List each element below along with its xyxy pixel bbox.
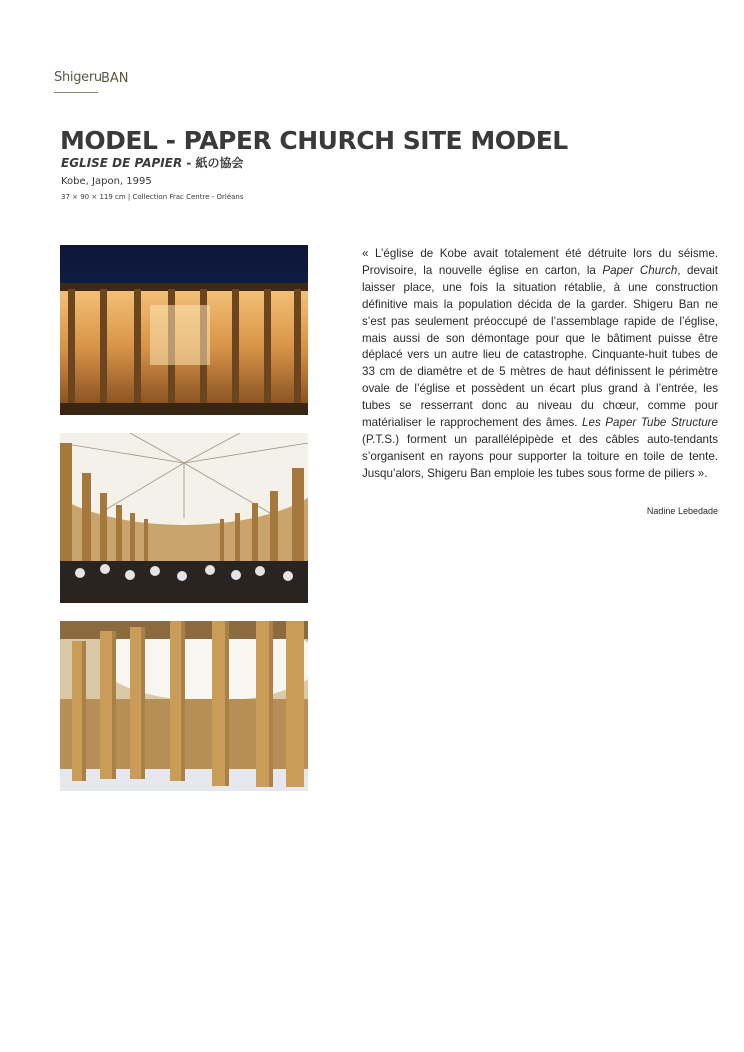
page-title: MODEL - PAPER CHURCH SITE MODEL — [60, 126, 568, 155]
photo-church-interior-congregation — [60, 433, 308, 603]
dimensions-collection: 37 × 90 × 119 cm | Collection Frac Centre - Orléans — [61, 193, 244, 201]
quote-text — [362, 246, 718, 483]
logo-text-ban: BAN — [101, 71, 129, 86]
shigeru-ban-logo — [54, 70, 144, 100]
quote-italic-pts: Les Paper Tube Structure — [582, 416, 718, 430]
quote-part-3: (P.T.S.) forment un parallélépipède et des câbles auto-tendants s’organisent en rayons pour supporter la toiture en toile de tente. Jusqu’alors, Shigeru Ban emploie les tubes sous forme de piliers ». — [362, 432, 718, 480]
quote-italic-paper-church: Paper Church — [602, 263, 678, 277]
photo-church-exterior-night — [60, 245, 308, 415]
logo-underline — [54, 92, 98, 93]
logo-text-shigeru: Shigeru — [54, 70, 102, 85]
quote-part-1: « L’église de Kobe avait totalement été détruite lors du séisme. Provisoire, la nouvelle église en carton, la — [362, 247, 718, 277]
location-year: Kobe, Japon, 1995 — [61, 176, 152, 187]
photo-paper-tube-colonnade — [60, 621, 308, 791]
quote-part-2: , devait laisser place, une fois la situation rétablie, à une construction définitive mais la population décida de la garder. Shigeru Ban ne s’est pas seulement préoccupé de l’assemblage rapide de l’église, mais aussi de son démontage pour que le bâtiment puisse être déplacé vers un autre lieu de catastrophe. Cinquante-huit tubes de 33 cm de diamètre et de 5 mètres de haut définissent le périmètre ovale de l’église et possèdent un écart plus grand à l’entrée, les tubes se resserrant donc au niveau du chœur, comme pour matérialiser le rapprochement des âmes. — [362, 263, 718, 430]
subtitle-japanese: - 紙の協会 — [182, 156, 244, 170]
quote-author: Nadine Lebedade — [646, 506, 718, 516]
subtitle-french: EGLISE DE PAPIER — [61, 156, 183, 170]
quote-paragraph — [362, 246, 718, 483]
page-subtitle — [61, 154, 244, 171]
